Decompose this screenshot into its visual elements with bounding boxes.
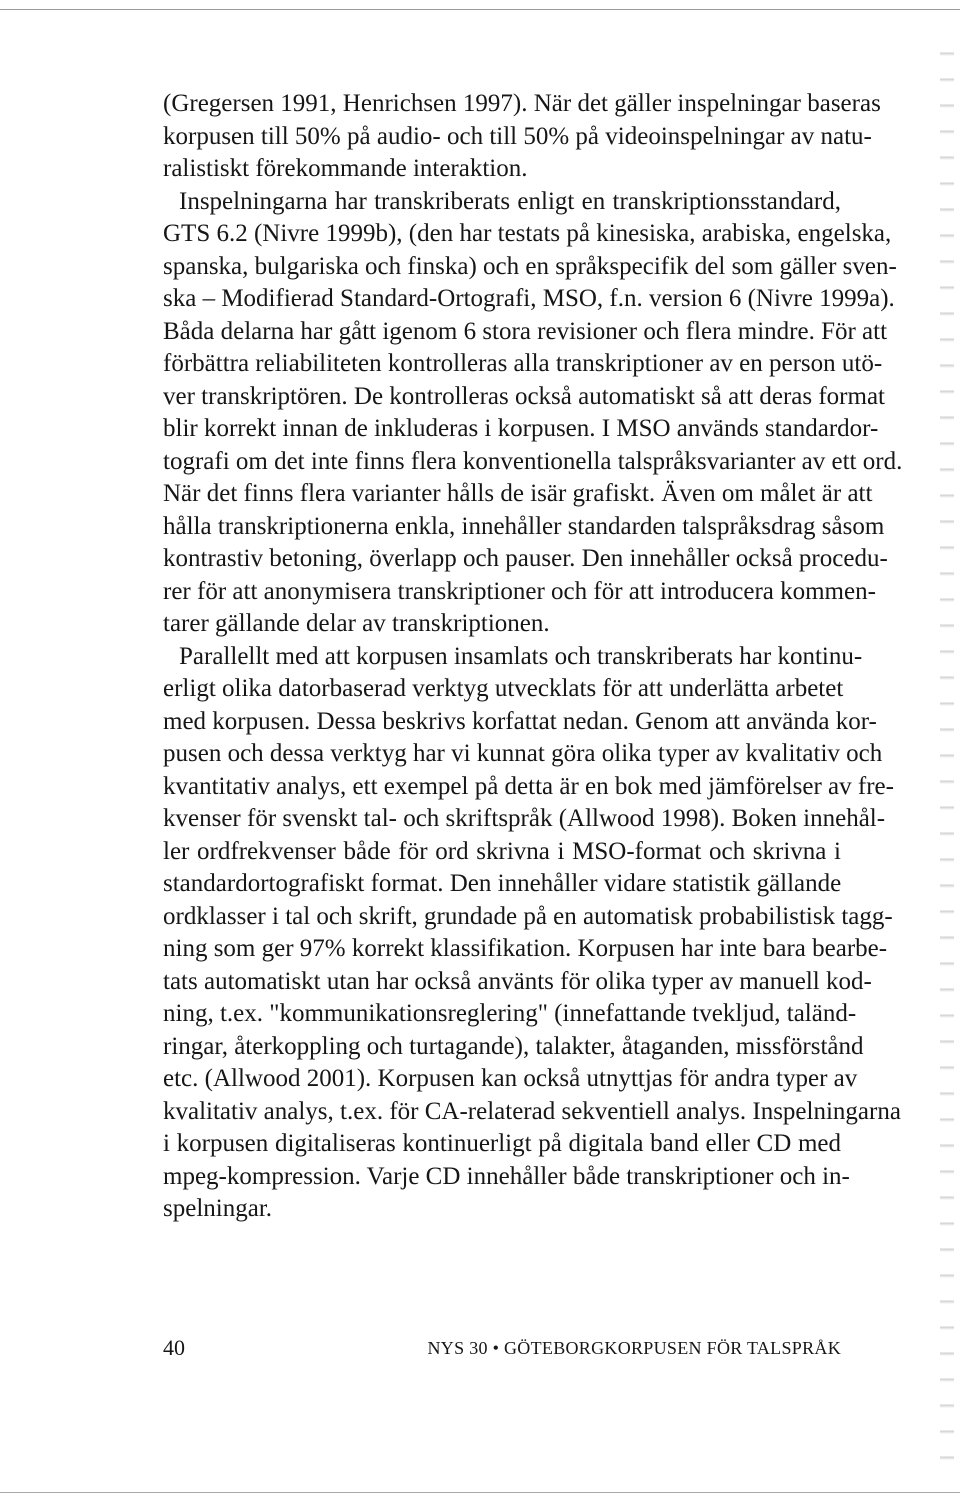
text-line: kvantitativ analys, ett exempel på detta är en bok med jämförelser av fre- (163, 772, 894, 800)
text-line: tats automatiskt utan har också använts för olika typer av manuell kod- (163, 967, 872, 995)
text-line: förbättra reliabiliteten kontrolleras alla transkriptioner av en person utö- (163, 350, 883, 377)
text-line: tarer gällande delar av transkriptionen. (163, 610, 550, 637)
text-line: pusen och dessa verktyg har vi kunnat göra olika typer av kvalitativ och (163, 740, 883, 767)
text-line: tografi om det inte finns flera konventionella talspråksvarianter av ett ord. (163, 447, 903, 475)
body-text (163, 88, 903, 1226)
text-line: ralistiskt förekommande interaktion. (163, 155, 528, 182)
text-line: med korpusen. Dessa beskrivs korfattat nedan. Genom att använda kor- (163, 707, 877, 735)
text-line: ler ordfrekvenser både för ord skrivna i MSO-format och skrivna i (163, 837, 841, 865)
text-line: korpusen till 50% på audio- och till 50% på videoinspelningar av natu- (163, 122, 872, 150)
text-line: rer för att anonymisera transkriptioner och för att introducera kommen- (163, 577, 876, 605)
text-line: ning som ger 97% korrekt klassifikation. Korpusen har inte bara bearbe- (163, 935, 888, 962)
text-line: kontrastiv betoning, överlapp och pauser. Den innehåller också procedu- (163, 545, 888, 572)
text-line: ver transkriptören. De kontrolleras också automatiskt så att deras format (163, 382, 885, 410)
right-scan-edge (940, 30, 954, 1470)
text-line: blir korrekt innan de inkluderas i korpusen. I MSO används standardor- (163, 415, 879, 442)
text-line: (Gregersen 1991, Henrichsen 1997). När det gäller inspelningar baseras (163, 90, 881, 117)
bottom-scan-edge (0, 1492, 960, 1493)
text-line: ska – Modifierad Standard-Ortografi, MSO, f.n. version 6 (Nivre 1999a). (163, 285, 895, 312)
text-line: i korpusen digitaliseras kontinuerligt på digitala band eller CD med (163, 1130, 841, 1157)
text-line: GTS 6.2 (Nivre 1999b), (den har testats på kinesiska, arabiska, engelska, (163, 220, 892, 247)
text-line: Inspelningarna har transkriberats enligt en transkriptionsstandard, (179, 187, 841, 215)
text-line: När det finns flera varianter hålls de isär grafiskt. Även om målet är att (163, 480, 873, 507)
text-line: mpeg-kompression. Varje CD innehåller både transkriptioner och in- (163, 1162, 850, 1190)
page-number: 40 (163, 1335, 185, 1360)
text-line: ning, t.ex. "kommunikationsreglering" (innefattande tvekljud, taländ- (163, 1000, 857, 1027)
text-line: hålla transkriptionerna enkla, innehåller standarden talspråksdrag såsom (163, 512, 885, 540)
text-line: standardortografiskt format. Den innehåller vidare statistik gällande (163, 870, 842, 897)
text-line: kvenser för svenskt tal- och skriftspråk (Allwood 1998). Boken innehål- (163, 805, 886, 832)
text-line: spanska, bulgariska och finska) och en språkspecifik del som gäller sven- (163, 252, 897, 280)
running-head: NYS 30 • GÖTEBORGKORPUSEN FÖR TALSPRÅK (427, 1338, 841, 1358)
text-line: Båda delarna har gått igenom 6 stora revisioner och flera mindre. För att (163, 317, 888, 345)
text-line: ringar, återkoppling och turtagande), talakter, åtaganden, missförstånd (163, 1032, 864, 1060)
page-footer (163, 1333, 841, 1363)
text-line: kvalitativ analys, t.ex. för CA-relaterad sekventiell analys. Inspelningarna (163, 1097, 901, 1125)
text-line: etc. (Allwood 2001). Korpusen kan också utnyttjas för andra typer av (163, 1065, 858, 1092)
text-line: Parallellt med att korpusen insamlats och transkriberats har kontinu- (179, 642, 863, 670)
top-scan-edge (0, 9, 960, 10)
text-line: spelningar. (163, 1195, 273, 1222)
text-line: erligt olika datorbaserad verktyg utvecklats för att underlätta arbetet (163, 675, 844, 702)
text-line: ordklasser i tal och skrift, grundade på en automatisk probabilistisk tagg- (163, 902, 893, 930)
